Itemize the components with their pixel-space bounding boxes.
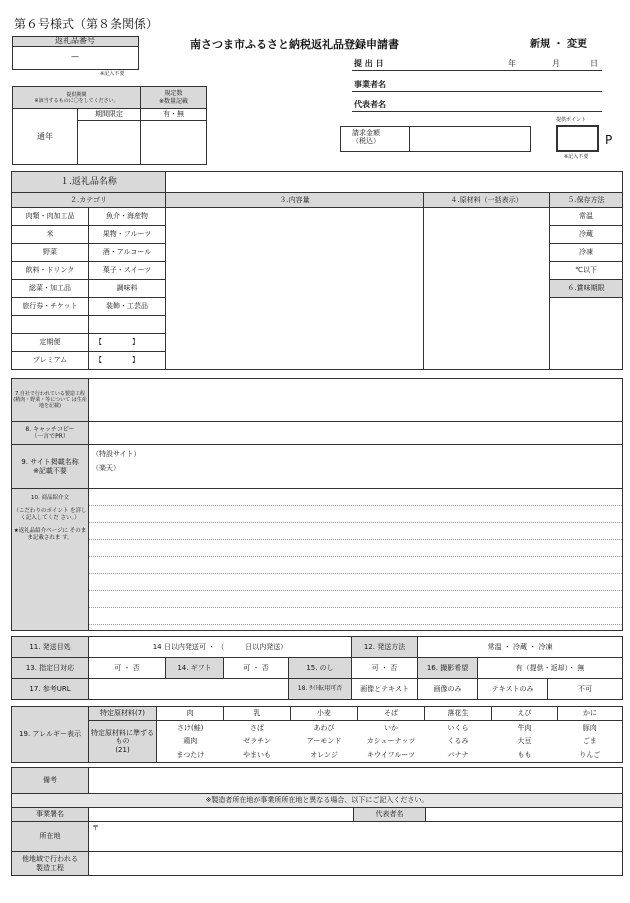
allergy-item[interactable]: かに	[558, 707, 623, 721]
cat-item[interactable]: 旅行券・チケット	[12, 298, 89, 316]
expiry-field[interactable]	[550, 298, 623, 370]
points-label: 提供ポイント	[556, 117, 587, 123]
storage-option[interactable]: 冷凍	[550, 244, 623, 262]
period-always[interactable]: 通年	[13, 109, 78, 165]
allergy-item[interactable]: 鶏肉	[157, 735, 224, 749]
storage-option[interactable]: ℃以下	[550, 262, 623, 280]
s17-label: 17. 参考URL	[12, 679, 89, 700]
s11-label: 11. 発送目処	[12, 637, 89, 658]
qty-field[interactable]	[141, 121, 207, 165]
s10-field[interactable]	[89, 489, 623, 631]
cat-item[interactable]: 調味料	[89, 280, 166, 298]
other-field[interactable]	[89, 852, 623, 876]
s10-label: 10. 商品紹介文 （こだわりのポイント を詳しく記入してくだ さい。） ★返礼品紹介ページに そのまま記載されま す。	[12, 489, 89, 631]
postal-mark: 〒	[92, 824, 99, 832]
s13-value[interactable]: 可 ・ 否	[89, 658, 166, 679]
submit-date-label: 提 出 日	[354, 59, 384, 68]
storage-option[interactable]: 常温	[550, 208, 623, 226]
new-change-select[interactable]: 新規 ・ 変更	[530, 39, 587, 50]
allergy-item[interactable]: りんご	[558, 749, 623, 763]
submit-day: 日	[590, 59, 598, 68]
s14-value[interactable]: 可 ・ 否	[224, 658, 289, 679]
cat-item[interactable]: 菓子・スイーツ	[89, 262, 166, 280]
gift-no-value: —	[71, 52, 79, 61]
gift-no-label: 返礼品番号	[55, 36, 95, 45]
other-label: 他地域で行われる 製造工程	[12, 852, 89, 876]
footer-table	[11, 767, 623, 876]
cat-item[interactable]: 野菜	[12, 244, 89, 262]
allergy-item[interactable]: オレンジ	[291, 749, 358, 763]
s12-label: 12. 発送方法	[352, 637, 418, 658]
shipping-table	[11, 636, 623, 700]
bracket-open: 【	[95, 338, 102, 347]
allergy-item[interactable]: やまいも	[224, 749, 291, 763]
rep-label: 代表者名	[354, 100, 386, 109]
storage-option[interactable]: 冷蔵	[550, 226, 623, 244]
bracket-close: 】	[132, 338, 139, 347]
allergy-item[interactable]: 大豆	[517, 737, 532, 746]
cat-item-blank[interactable]	[89, 316, 166, 334]
period-limited[interactable]: 期間限定	[78, 109, 141, 121]
s2-label: ２.カテゴリ	[12, 193, 166, 208]
submit-month: 月	[552, 59, 560, 68]
office-label: 事業署名	[12, 808, 89, 822]
allergy-sub-label: 特定原材料に準ずるもの (21)	[89, 721, 157, 763]
content-field[interactable]	[166, 208, 424, 370]
s18-option[interactable]: 画像のみ	[418, 679, 478, 700]
remarks-field[interactable]	[89, 768, 623, 794]
allergy-item[interactable]: 乳	[224, 707, 291, 721]
s19-label: 19. アレルギー表示	[12, 707, 89, 763]
bracket-close: 】	[132, 356, 139, 365]
cat-item[interactable]: 装飾・工芸品	[89, 298, 166, 316]
office-rep-label: 代表者名	[354, 808, 426, 822]
form-label: 第６号様式（第８条関係）	[14, 17, 159, 31]
allergy-item[interactable]: さけ(鮭)	[157, 721, 224, 735]
amount-field[interactable]	[409, 126, 531, 152]
allergy-item[interactable]: 牛肉	[517, 723, 532, 732]
period-table	[12, 86, 207, 165]
s6-label: ６.賞味期限	[550, 280, 623, 298]
s5-label: ５.保存方法	[550, 193, 623, 208]
allergy-item[interactable]: まつたけ	[157, 749, 224, 763]
s11-value[interactable]: 14 日以内発送可 ・ （ 日以内発送）	[89, 637, 352, 658]
period-limited-field[interactable]	[78, 121, 141, 165]
allergy-item[interactable]: そば	[358, 707, 425, 721]
s18-option[interactable]: 不可	[548, 679, 623, 700]
address-field[interactable]	[89, 822, 623, 852]
premium-label: プレミアム	[12, 352, 89, 370]
cat-item[interactable]: 米	[12, 226, 89, 244]
s13-label: 13. 指定日対応	[12, 658, 89, 679]
allergy-item[interactable]: ごま	[558, 735, 623, 749]
cat-item[interactable]: 総菜・加工品	[12, 280, 89, 298]
ingredients-field[interactable]	[424, 208, 550, 370]
allergy-item[interactable]: カシューナッツ	[366, 737, 416, 746]
s17-field[interactable]	[89, 679, 289, 700]
allergy-item[interactable]: 小麦	[291, 707, 358, 721]
allergy-item[interactable]: えび	[492, 707, 558, 721]
company-label: 事業者名	[354, 80, 386, 89]
s7-label: 7.自社で行われている製造工程 (精肉・野菜・等について は生産地を記載)	[12, 379, 89, 422]
allergy-main-label: 特定原材料(7)	[89, 707, 157, 721]
teiki-label: 定期便	[12, 334, 89, 352]
qty-value[interactable]: 有・無	[141, 109, 207, 121]
s14-label: 14. ギフト	[166, 658, 224, 679]
s18-label: 18. ｻｲﾄ転用可否	[289, 679, 352, 700]
allergy-item[interactable]: くるみ	[447, 737, 469, 746]
main-table	[11, 171, 623, 370]
qty-label: 規定数 ※数量記載	[141, 87, 207, 109]
cat-item-blank[interactable]	[12, 316, 89, 334]
cat-item[interactable]: 飲料・ドリンク	[12, 262, 89, 280]
s9-label: 9. サイト掲載名称 ※記載不要	[12, 445, 89, 489]
s12-value[interactable]: 常温 ・ 冷蔵 ・ 冷凍	[418, 637, 623, 658]
s9-rakuten: （楽天）	[92, 464, 120, 473]
detail-table	[11, 378, 623, 631]
cat-item[interactable]: 魚介・海産物	[89, 208, 166, 226]
allergy-table	[11, 706, 623, 763]
s3-label: ３.内容量	[166, 193, 424, 208]
mfr-note: ※製造者所在地が事業所所在地と異なる場合、以下にご記入ください。	[12, 794, 623, 808]
s15-label: 15. のし	[289, 658, 352, 679]
allergy-item[interactable]: あわび	[313, 723, 335, 732]
address-label: 所在地	[12, 822, 89, 852]
cat-item[interactable]: 酒・アルコール	[89, 244, 166, 262]
points-field[interactable]	[556, 125, 599, 152]
s9-site: （特設サイト）	[92, 450, 141, 458]
allergy-item[interactable]: アーモンド	[306, 737, 342, 746]
rep-field[interactable]	[352, 111, 602, 112]
s8-label: 8. キャッチコピー （一言でPR）	[12, 422, 89, 445]
s4-label: ４.原材料（一括表示）	[424, 193, 550, 208]
office-rep-field[interactable]	[426, 808, 623, 822]
points-unit: P	[605, 133, 613, 147]
s1-label: １.返礼品名称	[12, 172, 166, 193]
allergy-item[interactable]: ゼラチン	[243, 737, 271, 746]
allergy-item[interactable]: 肉	[157, 707, 224, 721]
s7-field[interactable]	[89, 379, 623, 422]
allergy-item[interactable]: 豚肉	[558, 721, 623, 735]
s18-option[interactable]: テキストのみ	[478, 679, 548, 700]
allergy-item[interactable]: 落花生	[425, 707, 492, 721]
points-note: ※記入不要	[564, 154, 589, 160]
gift-name-field[interactable]	[166, 172, 623, 193]
submit-year: 年	[508, 59, 516, 68]
s18-option[interactable]: 画像とテキスト	[352, 679, 418, 700]
allergy-item[interactable]: バナナ	[425, 749, 492, 763]
allergy-item[interactable]: いか	[384, 723, 398, 732]
period-label: 提供期間 ※該当するものに〇をしてください。	[13, 87, 141, 109]
allergy-item[interactable]: さば	[250, 723, 264, 732]
gift-no-note: ※記入不要	[100, 71, 125, 77]
allergy-item[interactable]: もも	[492, 749, 558, 763]
allergy-item[interactable]: いくら	[447, 723, 469, 732]
page-title: 南さつま市ふるさと納税返礼品登録申請書	[190, 38, 399, 51]
s16-value[interactable]: 有（提供・返却）・ 無	[478, 658, 623, 679]
s8-field[interactable]	[89, 422, 623, 445]
remarks-label: 備考	[12, 768, 89, 794]
allergy-item[interactable]: キウイフルーツ	[358, 749, 425, 763]
cat-item[interactable]: 果物・フルーツ	[89, 226, 166, 244]
s16-label: 16. 撮影希望	[418, 658, 478, 679]
amount-label: 請求金額 （税込）	[352, 129, 380, 146]
company-field[interactable]	[352, 91, 602, 92]
bracket-open: 【	[95, 356, 102, 365]
s15-value[interactable]: 可 ・ 否	[352, 658, 418, 679]
cat-item[interactable]: 肉類・肉加工品	[12, 208, 89, 226]
office-field[interactable]	[89, 808, 354, 822]
